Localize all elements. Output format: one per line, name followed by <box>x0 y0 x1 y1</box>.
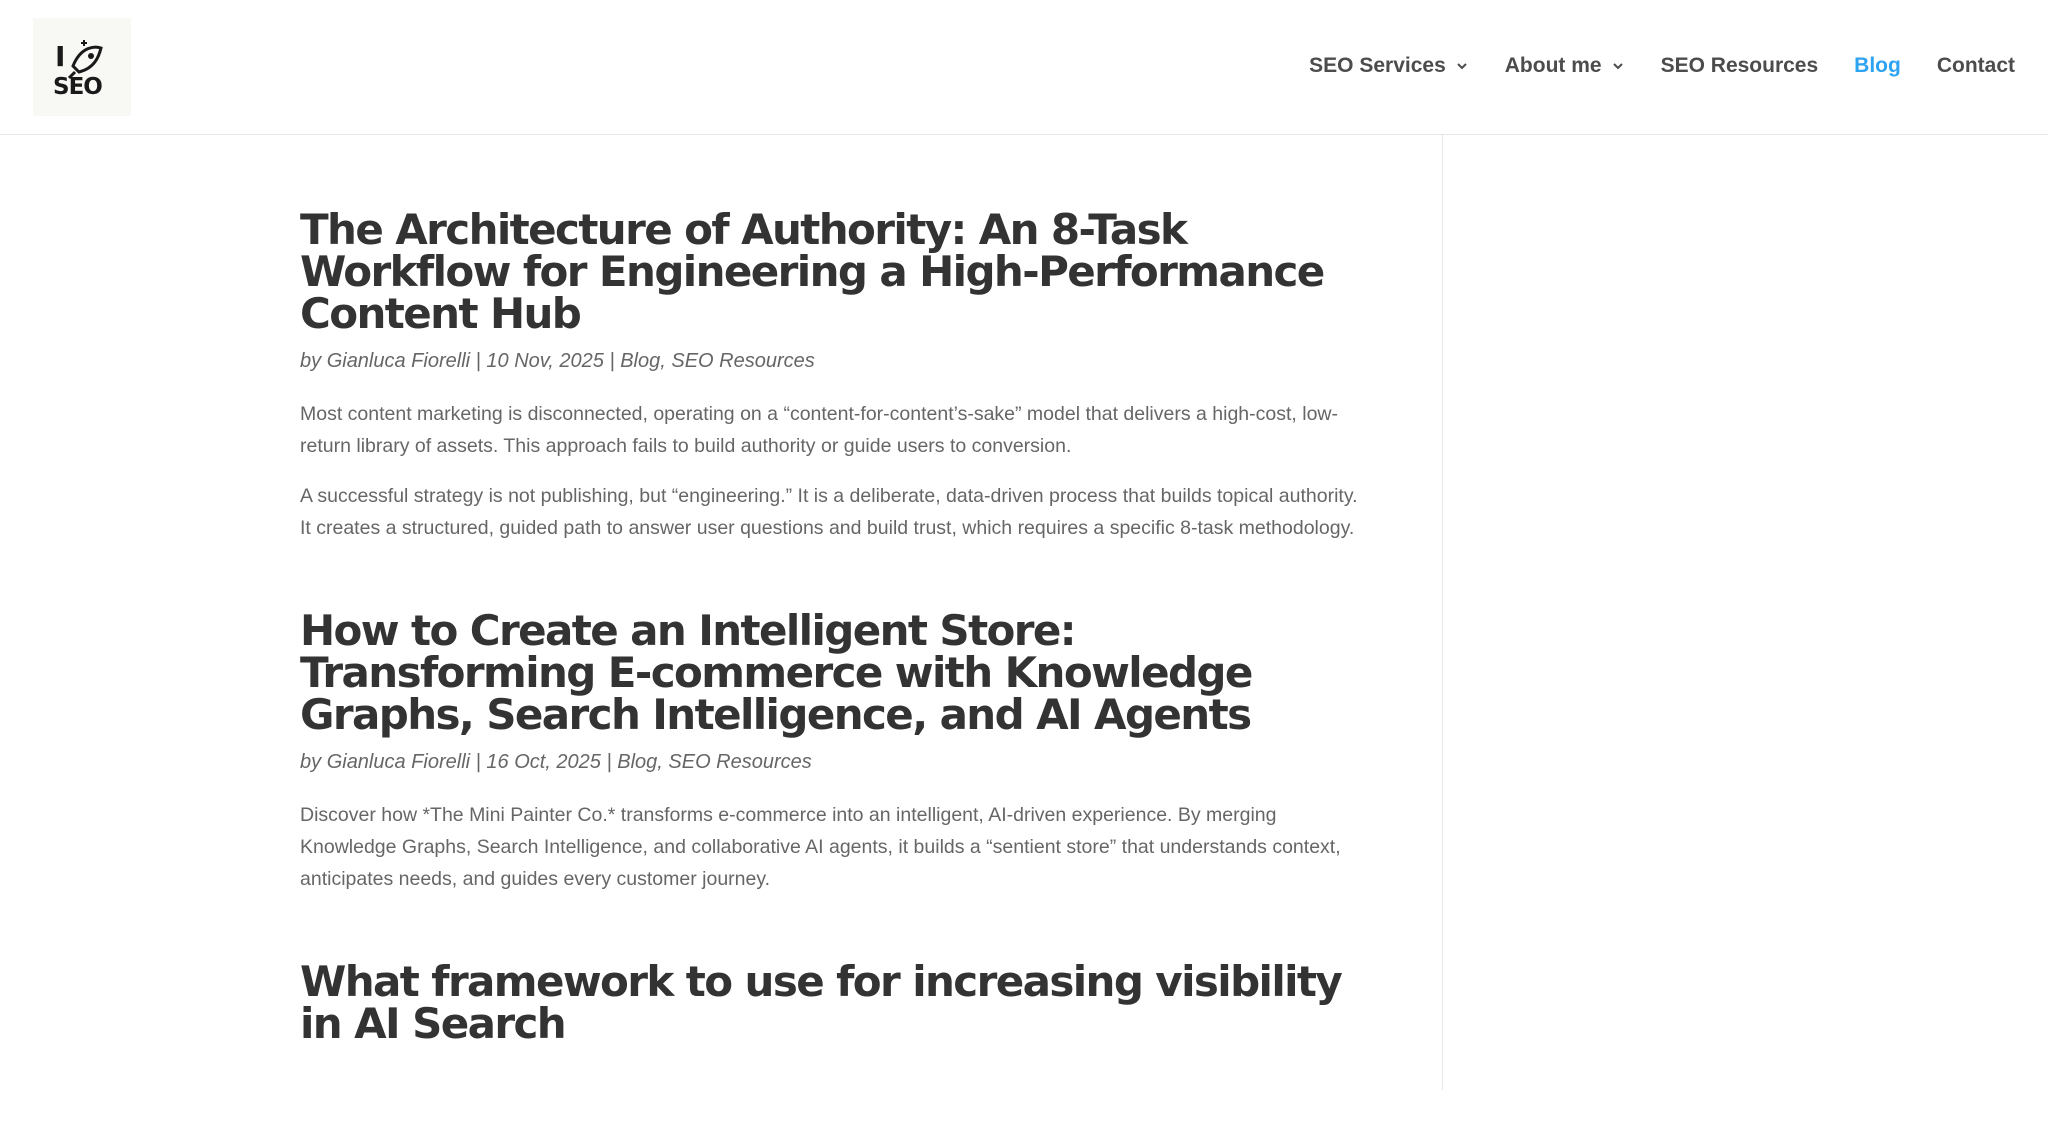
post-excerpt <box>300 799 1365 895</box>
nav-item-about-me[interactable] <box>1505 54 1625 78</box>
blog-post <box>300 606 1365 895</box>
author-link[interactable]: Gianluca Fiorelli <box>326 350 471 372</box>
meta-comma: , <box>660 350 672 372</box>
chevron-down-icon <box>1611 59 1625 73</box>
post-excerpt <box>300 398 1365 544</box>
post-meta <box>300 749 1365 775</box>
meta-comma: , <box>657 751 669 773</box>
nav-item-label: Blog <box>1854 54 1901 77</box>
post-meta <box>300 348 1365 374</box>
category-link-blog[interactable]: Blog <box>620 350 661 372</box>
blog-post <box>300 205 1365 544</box>
nav-item-label: SEO Services <box>1309 54 1446 77</box>
rocket-logo-icon <box>51 36 113 98</box>
nav-item-contact[interactable] <box>1937 54 2015 78</box>
meta-separator: | <box>603 350 621 372</box>
nav-item-label: Contact <box>1936 54 2015 77</box>
main-nav <box>1273 0 2015 132</box>
site-logo[interactable] <box>33 18 131 116</box>
post-date: 16 Oct, 2025 <box>486 751 601 773</box>
site-header <box>0 0 2048 135</box>
category-link-seo-resources[interactable]: SEO Resources <box>671 350 815 372</box>
nav-item-blog[interactable] <box>1854 54 1901 78</box>
svg-text:SEO: SEO <box>53 74 102 98</box>
nav-item-seo-resources[interactable] <box>1661 54 1819 78</box>
category-link-blog[interactable]: Blog <box>617 751 658 773</box>
nav-item-label: SEO Resources <box>1660 54 1819 77</box>
category-link-seo-resources[interactable]: SEO Resources <box>668 751 812 773</box>
meta-separator: | <box>470 350 487 372</box>
meta-by: by <box>300 350 327 372</box>
meta-separator: | <box>470 751 487 773</box>
author-link[interactable]: Gianluca Fiorelli <box>326 751 471 773</box>
chevron-down-icon <box>1455 59 1469 73</box>
post-title-link[interactable]: What framework to use for increasing visibility in AI Search <box>300 957 1342 1048</box>
blog-post <box>300 957 1365 1058</box>
excerpt-paragraph: Discover how *The Mini Painter Co.* transforms e-commerce into an intelligent, AI-driven experience. By merging Knowledge Graphs, Search Intelligence, and collaborative AI agents, it builds a “sentient store” that understands context, anticipates needs, and guides every customer journey. <box>300 804 1341 890</box>
post-title-link[interactable]: The Architecture of Authority: An 8-Task Workflow for Engineering a High-Performance Content Hub <box>300 205 1324 338</box>
blog-post-list <box>300 135 1365 1124</box>
svg-text:I: I <box>55 40 66 73</box>
excerpt-paragraph: A successful strategy is not publishing, but “engineering.” It is a deliberate, data-driven process that builds topical authority. It creates a structured, guided path to answer user questions and build trust, which requires a specific 8-task methodology. <box>300 485 1358 539</box>
excerpt-paragraph: Most content marketing is disconnected, operating on a “content-for-content’s-sake” model that delivers a high-cost, low-return library of assets. This approach fails to build authority or guide users to conversion. <box>300 403 1338 457</box>
post-date: 10 Nov, 2025 <box>486 350 604 372</box>
nav-item-seo-services[interactable] <box>1309 54 1469 78</box>
nav-item-label: About me <box>1504 54 1602 77</box>
meta-by: by <box>300 751 327 773</box>
meta-separator: | <box>600 751 618 773</box>
sidebar-divider <box>1442 135 1443 1090</box>
post-title-link[interactable]: How to Create an Intelligent Store: Transforming E-commerce with Knowledge Graphs, Search Intelligence, and AI Agents <box>300 606 1252 739</box>
